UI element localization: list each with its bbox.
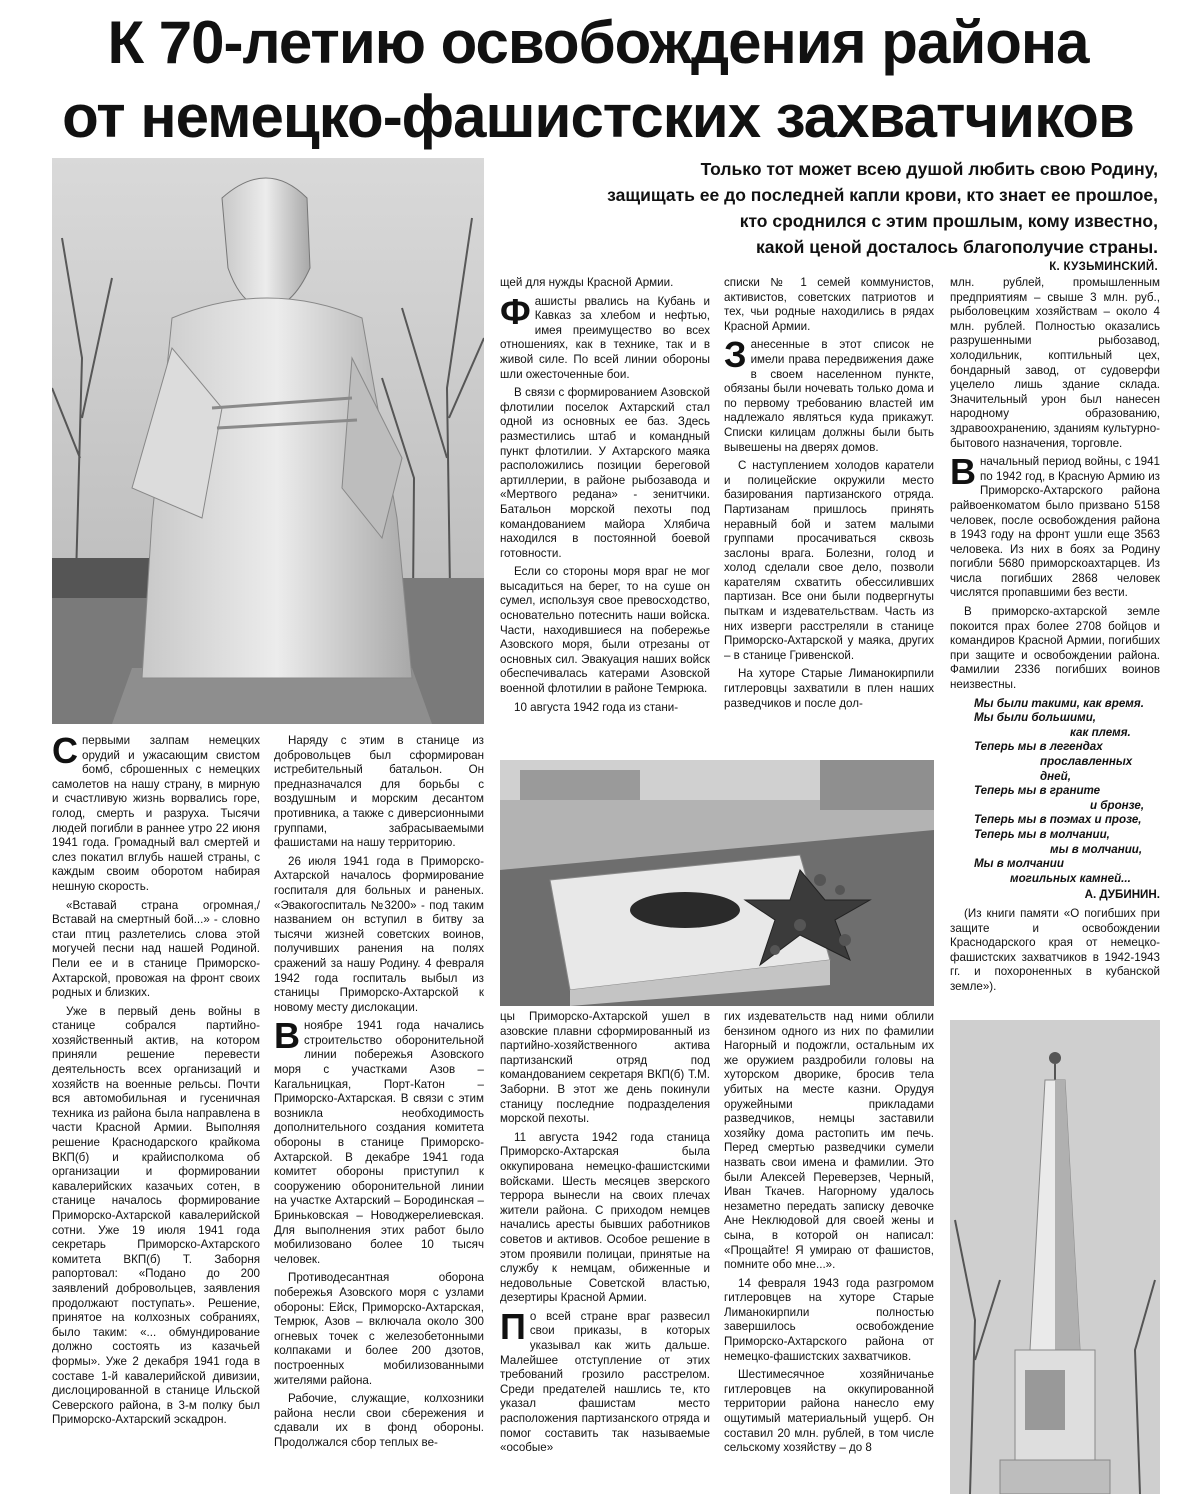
headline-line-1: К 70-летию освобождения района	[107, 9, 1089, 76]
paragraph: щей для нужды Красной Армии.	[500, 276, 674, 289]
poem	[950, 697, 1160, 903]
poem-line: Теперь мы в граните	[974, 784, 1101, 798]
paragraph: «Вставай страна огромная,/ Вставай на смертный бой...» - словно стаи птиц разлетелись слова этой могучей песни над нашей Родиной. Пели ее и в станице Приморско-Ахтарской, провожая на фронт своих родных и близких.	[52, 898, 260, 1000]
poem-line: Теперь мы в легендах	[974, 740, 1103, 754]
article-column-4-upper	[724, 276, 934, 754]
paragraph: В приморско-ахтарской земле покоится прах более 2708 бойцов и командиров Красной Армии, погибших при защите и освобождении района. Фамилии 2336 погибших воинов неизвестны.	[950, 605, 1160, 692]
poem-source: (Из книги памяти «О погибших при защите и освобождении Краснодарского края от немецко-фашистских захватчиков в 1942-1943 гг. и похороненных в кубанской земле»).	[950, 906, 1160, 993]
epigraph-line: Только тот может всею душой любить свою Родину,	[700, 159, 1158, 179]
paragraph: С наступлением холодов каратели и полицейские окружили место базирования партизанского отряда. Партизанам пришлось принять неравный бой и затем малыми группами просачиваться сквозь заслоны врага. Болезни, голод и холод сделали свое дело, позволи карателям схватить обессиливших партизан. Все они были подвергнуты пыткам и издевательствам. Часть из них изверги расстреляли в станице Приморско-Ахтарской у маяка, других – в станице Гривенской.	[724, 459, 934, 662]
drop-cap: З	[724, 334, 747, 376]
poem-line: Теперь мы в поэмах и прозе,	[974, 813, 1142, 827]
paragraph: Фашисты рвались на Кубань и Кавказ за хлебом и нефтью, имея преимущество во всех отношениях, как в технике, так и в живой силе. По всей линии обороны шли ожесточенные бои.	[500, 290, 710, 381]
paragraph: Занесенные в этот список не имели права передвижения даже в своем населенном пункте, обязаны были ночевать только дома и по первому требованию властей им надлежало являться куда прикажут. Списки килицам должны были быть вывешены на дверях домов.	[724, 334, 934, 454]
poem-line: Теперь мы в молчании,	[974, 827, 1110, 841]
paragraph: 10 августа 1942 года из стани-	[514, 700, 679, 714]
paragraph: цы Приморско-Ахтарской ушел в азовские плавни сформированный из партийно-хозяйственного актива партизанский отряд под командованием секретаря ВКП(б) Т.М. Заборни. В этот же день покинули станицу последние подразделения морской пехоты.	[500, 1010, 710, 1126]
epigraph-line: кто сроднился с этим прошлым, кому известно,	[739, 211, 1158, 231]
headline-line-2: от немецко-фашистских захватчиков	[62, 83, 1134, 150]
obelisk-illustration	[950, 1020, 1160, 1494]
paragraph: 14 февраля 1943 года разгромом гитлеровцев на хуторе Старые Лиманокирпили полностью завершилось освобождение Приморско-Ахтарского района от немецко-фашистских захватчиков.	[724, 1276, 934, 1363]
drop-cap: Ф	[500, 290, 531, 332]
poem-line: Мы в молчании	[974, 857, 1064, 871]
paragraph: Наряду с этим в станице из добровольцев был сформирован истребительный батальон. Он предназначался для борьбы с воздушным и морским десантом противника, а также с диверсионными группами, забрасываемыми фашистами на нашу территорию.	[274, 734, 484, 850]
drop-cap: П	[500, 1305, 526, 1347]
drop-cap: В	[274, 1015, 300, 1057]
paragraph: 11 августа 1942 года станица Приморско-Ахтарская была оккупирована немецко-фашистскими войсками. Шесть месяцев зверского террора вынесли на своих плечах жители района. С приходом немцев начались аресты бывших работников советов и активов. Особое решение в этом проявили полицаи, принятые на службу к немцам, обиженные и недовольные Советской властью, дезертиры Красной Армии.	[500, 1130, 710, 1305]
poem-line: мы в молчании,	[1050, 842, 1143, 856]
epigraph-author: К. КУЗЬМИНСКИЙ.	[1049, 261, 1158, 273]
article-column-1	[52, 734, 260, 1494]
epigraph-line: какой ценой досталось благополучие страны.	[755, 237, 1158, 257]
statue-illustration	[52, 158, 484, 724]
article-column-4-lower	[724, 1010, 934, 1494]
paragraph: По всей стране враг развесил свои приказы, в которых указывал как жить дальше. Малейшее отступление от этих требований грозило расстрелом. Среди предателей нашлись те, кто указал фашистам место расположения партизанского отряда и помог составить так называемые «особые»	[500, 1305, 710, 1455]
paragraph: гих издевательств над ними облили бензином одного из них по фамилии Нагорный и подожгли, остальным их же оружием раздробили головы на хуторском дворике, бросив тела убитых на месте казни. Орудуя оружейными прикладами разведчиков, немцы заставили хозяйку дома растопить им печь. Перед смертью разведчики сумели назвать свои имена и фамилии. Это были Алексей Переверзев, Черный, Иван Ткачев. Нагорному удалось незаметно передать записку девочке Ане Неклюдовой для своей жены и сына, в которой он написал: «Прощайте! Я умираю от фашистов, помните обо мне...».	[724, 1010, 934, 1272]
poem-line: Мы были такими, как время.	[974, 696, 1144, 710]
paragraph: Вноябре 1941 года начались строительство оборонительной линии побережья Азовского моря с участками Азов –Кагальницкая, Порт-Катон – Приморско-Ахтарская. В связи с этим возникла необходимость дополнительного создания комитета обороны в станице Приморско-Ахтарской. В декабре 1941 года комитет обороны приступил к сооружению оборонительной линии на участке Ахтарский – Бородинская – Бриньковская – Новоджерелиевская. Для выполнения этих работ было мобилизовано более 10 тысяч человек.	[274, 1015, 484, 1266]
poem-line: могильных камней...	[1010, 871, 1131, 885]
epigraph	[498, 156, 1158, 274]
poem-line: Мы были большими,	[974, 711, 1097, 725]
poem-line: прославленных дней,	[1040, 755, 1133, 783]
paragraph: 26 июля 1941 года в Приморско-Ахтарской началось формирование госпиталя для больных и раненых. «Эвакогоспиталь №3200» - под таким названием он вступил в битву за тысячи жизней советских воинов, получивших ранения на полях сражений за нашу Родину. 4 февраля 1942 года госпиталь выбыл из станицы Приморско-Ахтарской к новому месту дислокации.	[274, 854, 484, 1014]
eternal-flame-photo	[500, 760, 934, 1006]
paragraph: На хуторе Старые Лиманокирпили гитлеровцы захватили в плен наших разведчиков и после дол-	[724, 667, 934, 710]
paragraph: Противодесантная оборона побережья Азовского моря с узлами обороны: Ейск, Приморско-Ахтарская, Темрюк, Азов – включала около 300 огневых точек с железобетонными колпаками и более 200 дзотов, построенных мобилизованными жителями района.	[274, 1271, 484, 1387]
obelisk-photo	[950, 1020, 1160, 1494]
article-column-3-lower	[500, 1010, 710, 1494]
poem-author: А. ДУБИНИН.	[1084, 888, 1160, 902]
paragraph: Спервыми залпам немецких орудий и ужасающим свистом бомб, сброшенных с немецких самолетов на нашу страну, в мирную и счастливую жизнь ворвались горе, голод, смерть и разруха. Тысячи людей погибли в раннее утро 22 июня 1941 года. Громадный вал смертей и слез покатил вглубь нашей страны, с каждым своим оборотом набирая нешную скорость.	[52, 734, 260, 893]
article-column-2	[274, 734, 484, 1494]
paragraph: млн. рублей, промышленным предприятиям – свыше 3 млн. руб., рыболовецким хозяйствам – около 4 млн. рублей. Полностью оказались разрушенными рыбозавод, холодильник, коптильный цех, бондарный завод, от судоверфи уцелело лишь здание склада. Значительный урон был нанесен народному образованию, здравоохранению, зданиям культурно-бытового назначения, торговле.	[950, 276, 1160, 450]
drop-cap: В	[950, 451, 976, 493]
article-column-3-upper	[500, 276, 710, 754]
drop-cap: С	[52, 734, 78, 771]
paragraph: Вначальный период войны, с 1941 по 1942 год, в Красную Армию из Приморско-Ахтарского района райвоенкоматом было призвано 5158 человек, после освобождения района в 1943 году на фронт ушли еще 3563 человека. Из них в боях за Родину погибли 5680 приморскоахтарцев. Из числа погибших 2868 человек числятся пропавшими без вести.	[950, 451, 1160, 600]
monument-statue-photo	[52, 158, 484, 724]
paragraph: Рабочие, служащие, колхозники района несли свои сбережения и сдавали их в фонд обороны. Продолжался сбор теплых ве-	[274, 1392, 484, 1449]
paragraph: списки № 1 семей коммунистов, активистов, советских патриотов и тех, чьи родные находились в рядах Красной Армии.	[724, 276, 934, 333]
paragraph: В связи с формированием Азовской флотилии поселок Ахтарский стал одной из основных ее баз. Здесь разместились штаб и командный пункт флотилии. У Ахтарского маяка расположились позиции береговой артиллерии, в районе рыбозавода и «Мертвого редана» - зенитчики. Батальон морской пехоты под командованием майора Хлябича находился в постоянной боевой готовности.	[500, 386, 710, 560]
article-column-5	[950, 276, 1160, 1012]
poem-line: и бронзе,	[1090, 798, 1145, 812]
epigraph-line: защищать ее до последней капли крови, кто знает ее прошлое,	[607, 185, 1158, 205]
poem-line: как племя.	[1070, 725, 1131, 739]
paragraph: Уже в первый день войны в станице собрался партийно-хозяйственный актив, на котором приняли решение перевести деятельность всех организаций и хозяйств на военные рельсы. Почти вся автомобильная и гусеничная техника из района была направлена в части Красной Армии. Выполняя решение Краснодарского крайкома ВКП(б) и крайисполкома об организации и формировании кавалерийских казачьих сотен, в станице началось формирование Приморско-Ахтарской кавалерийской сотни. Уже 19 июля 1941 года секретарь Приморско-Ахтарского комитета ВКП(б) Т. Заборня рапортовал: «Подано до 200 заявлений добровольцев, заявления продолжают поступать». Решение, принятое на колхозных собраниях, было таким: «... обмундирование должно состоять из казачьей формы». Уже 2 декабря 1941 года в составе 1-й кавалерийской дивизии, дислоцированной в станице Ильской Северского района, в 3-м полку был Приморско-Ахтарский эскадрон.	[52, 1004, 260, 1427]
memorial-illustration	[500, 760, 934, 1006]
paragraph: Шестимесячное хозяйничанье гитлеровцев на оккупированной территории района нанесло ему ощутимый материальный ущерб. Он составил 20 млн. рублей, в том числе сельскому хозяйству – до 8	[724, 1368, 934, 1455]
paragraph: Если со стороны моря враг не мог высадиться на берег, то на суше он сумел, используя свое превосходство, основательно потеснить наши войска. Части, находившиеся на побережье Азовского моря, были отрезаны от основных сил. Эвакуация наших войск обеспечивалась катерами Азовской военной флотилии в районе Темрюка.	[500, 565, 710, 696]
